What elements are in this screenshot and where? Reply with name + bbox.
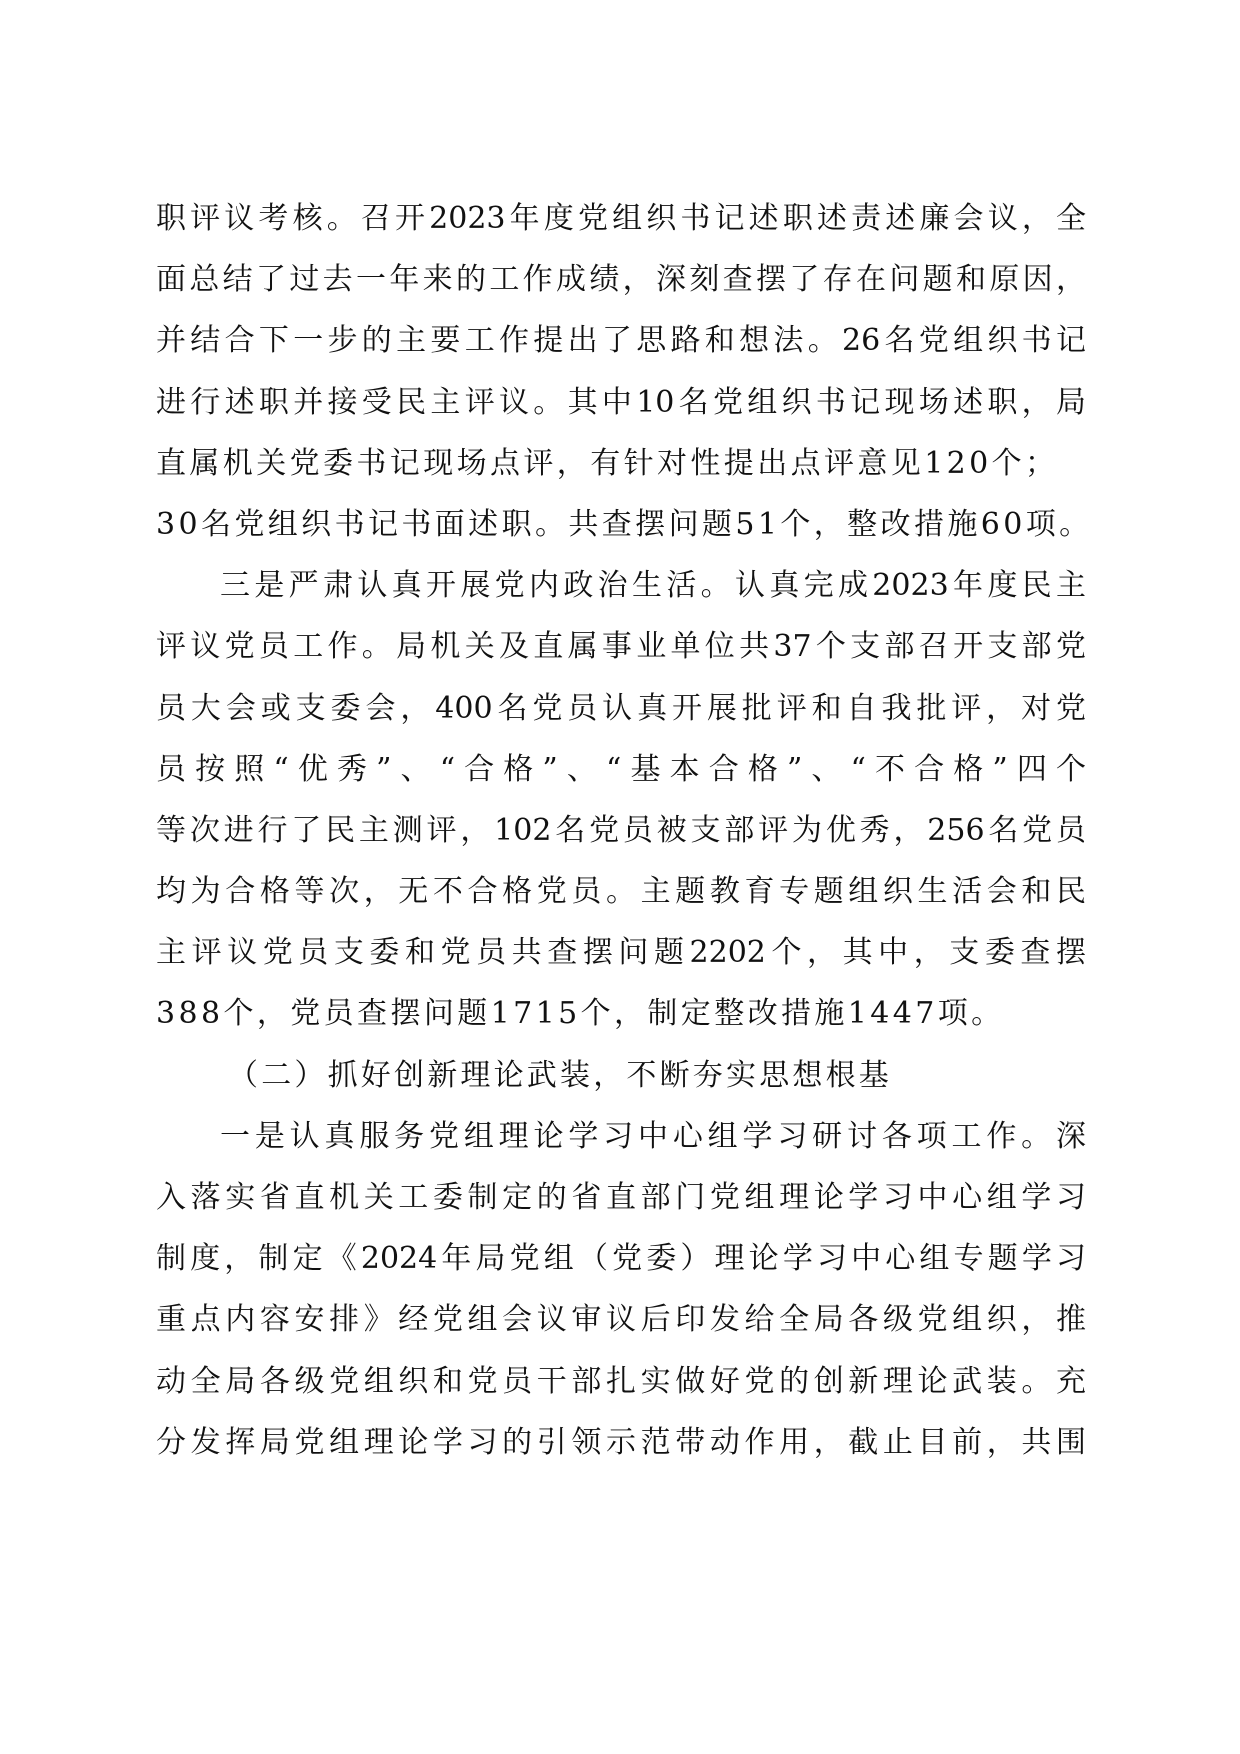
text-line: 员大会或支委会，400名党员认真开展批评和自我批评，对党 [156,690,1086,726]
text-line: 入落实省直机关工委制定的省直部门党组理论学习中心组学习 [156,1180,1086,1215]
text-line: 等次进行了民主测评，102名党员被支部评为优秀，256名党员 [156,812,1086,848]
text-line: 分发挥局党组理论学习的引领示范带动作用，截止目前，共围 [156,1424,1086,1460]
text-line: 员按照“优秀”、“合格”、“基本合格”、“不合格”四个 [156,751,1086,787]
text-line: 并结合下一步的主要工作提出了思路和想法。26名党组织书记 [156,323,1086,359]
text-line: 主评议党员支委和党员共查摆问题2202个，其中，支委查摆 [156,935,1086,971]
text-line: 评议党员工作。局机关及直属事业单位共37个支部召开支部党 [156,629,1086,665]
paragraph-first-line: 三是严肃认真开展党内政治生活。认真完成2023年度民主 [220,568,1086,604]
text-line: 进行述职并接受民主评议。其中10名党组织书记现场述职，局 [156,384,1086,420]
text-line: 30名党组织书记书面述职。共查摆问题51个，整改措施60项。 [156,506,1093,542]
text-line: 制度，制定《2024年局党组（党委）理论学习中心组专题学习 [156,1241,1086,1277]
document-body [156,188,1093,1473]
text-line: 面总结了过去一年来的工作成绩，深刻查摆了存在问题和原因， [156,262,1086,298]
text-line: 388个，党员查摆问题1715个，制定整改措施1447项。 [156,996,1005,1032]
text-line: 均为合格等次，无不合格党员。主题教育专题组织生活会和民 [156,874,1086,910]
text-line: 重点内容安排》经党组会议审议后印发给全局各级党组织，推 [156,1302,1086,1338]
paragraph-first-line: 一是认真服务党组理论学习中心组学习研讨各项工作。深 [220,1118,1086,1154]
text-line: 职评议考核。召开2023年度党组织书记述职述责述廉会议，全 [156,201,1086,236]
text-line: 动全局各级党组织和党员干部扎实做好党的创新理论武装。充 [156,1363,1086,1399]
text-line: 直属机关党委书记现场点评，有针对性提出点评意见120个； [156,445,1059,481]
section-heading: （二）抓好创新理论武装，不断夯实思想根基 [228,1057,892,1093]
